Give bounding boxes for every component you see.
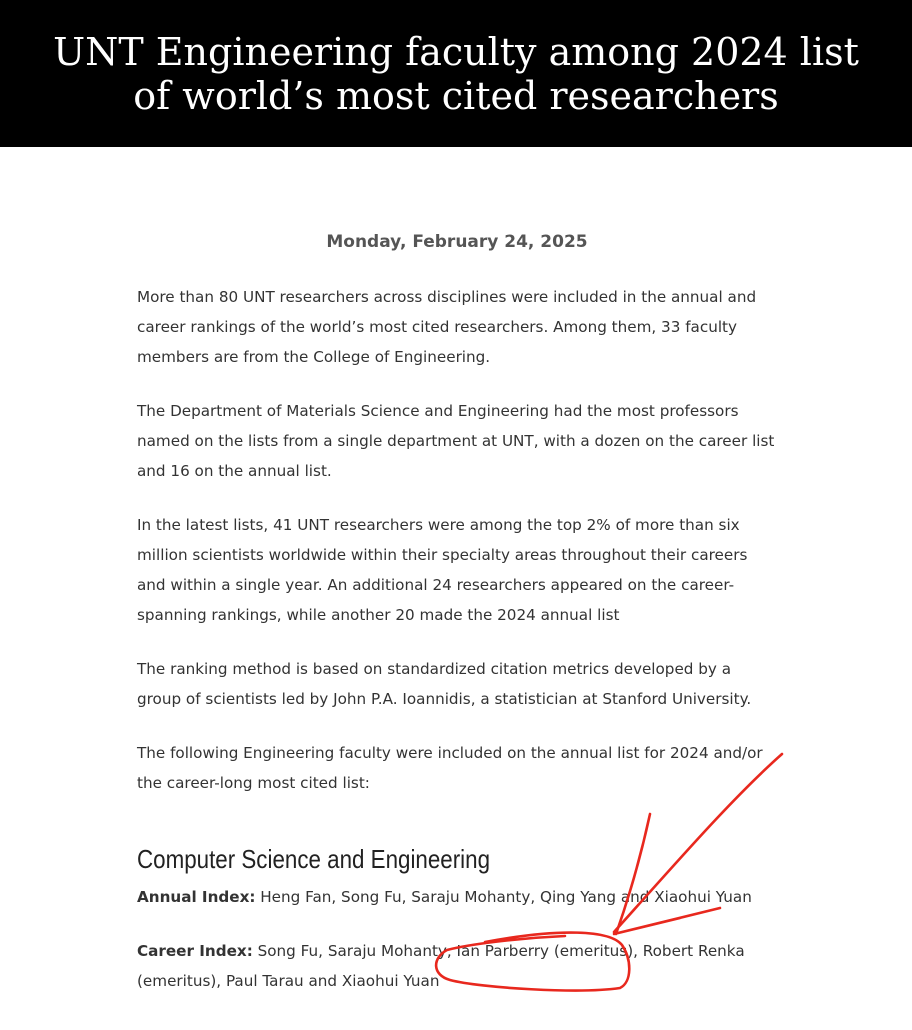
- article-paragraph-3: In the latest lists, 41 UNT researchers were among the top 2% of more than six million scientists worldwide within their specialty areas throughout their careers and within a single year. An additional 24 researchers appeared on the career-spanning rankings, while another 20 made the 2024 annual list: [137, 516, 748, 624]
- article-paragraph-2: The Department of Materials Science and Engineering had the most professors named on the lists from a single department at UNT, with a dozen on the career list and 16 on the annual list.: [137, 402, 775, 480]
- page-title: UNT Engineering faculty among 2024 list of world’s most cited researchers: [53, 29, 859, 118]
- article-paragraph-5: The following Engineering faculty were included on the annual list for 2024 and/or the career-long most cited list:: [137, 744, 763, 792]
- article-body: [137, 226, 777, 1020]
- article-paragraph-4: The ranking method is based on standardized citation metrics developed by a group of scientists led by John P.A. Ioannidis, a statistician at Stanford University.: [137, 660, 752, 708]
- article-paragraph-1: More than 80 UNT researchers across disciplines were included in the annual and career rankings of the world’s most cited researchers. Among them, 33 faculty members are from the College of Engineering.: [137, 288, 757, 366]
- annual-index-names: Heng Fan, Song Fu, Saraju Mohanty, Qing Yang and Xiaohui Yuan: [255, 888, 752, 906]
- career-index-label: Career Index:: [137, 942, 253, 960]
- page-header-banner: [0, 0, 912, 147]
- career-index-names: Song Fu, Saraju Mohanty, Ian Parberry (emeritus), Robert Renka (emeritus), Paul Tarau and Xiaohui Yuan: [137, 942, 745, 990]
- annual-index-line: [137, 882, 777, 912]
- career-index-line: [137, 936, 777, 996]
- annual-index-label: Annual Index:: [137, 888, 256, 906]
- section-heading-cse: Computer Science and Engineering: [137, 844, 491, 874]
- article-date: Monday, February 24, 2025: [326, 232, 588, 252]
